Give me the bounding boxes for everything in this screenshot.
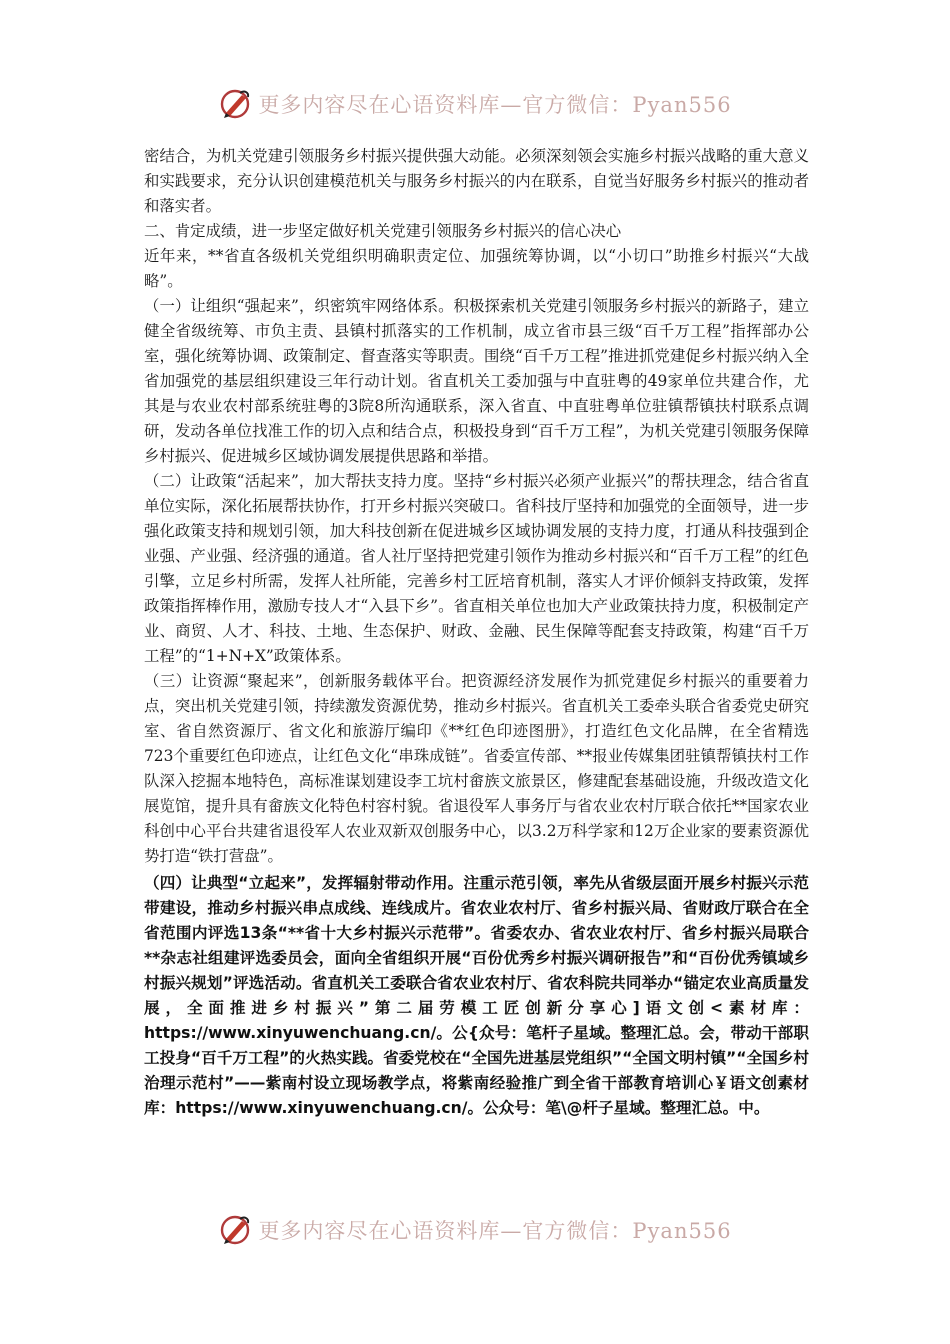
- watermark-banner-bottom: [0, 1210, 950, 1250]
- paragraph-intro: 密结合，为机关党建引领服务乡村振兴提供强大动能。必须深刻领会实施乡村振兴战略的重大意义和实践要求，充分认识创建模范机关与服务乡村振兴的内在联系，自觉当好服务乡村振兴的推动者和落实者。: [144, 147, 809, 215]
- paragraph-overview: 近年来，**省直各级机关党组织明确职责定位、加强统筹协调，以“小切口”助推乡村振兴“大战略”。: [144, 247, 809, 290]
- paragraph-organization: （一）让组织“强起来”，织密筑牢网络体系。积极探索机关党建引领服务乡村振兴的新路子，建立健全省级统筹、市负主责、县镇村抓落实的工作机制，成立省市县三级“百千万工程”指挥部办公室，强化统筹协调、政策制定、督查落实等职责。围绕“百千万工程”推进抓党建促乡村振兴纳入全省加强党的基层组织建设三年行动计划。省直机关工委加强与中直驻粤的49家单位共建合作，尤其是与农业农村部系统驻粤的3院8所沟通联系，深入省直、中直驻粤单位驻镇帮镇扶村联系点调研，发动各单位找准工作的切入点和结合点，积极投身到“百千万工程”，为机关党建引领服务保障乡村振兴、促进城乡区域协调发展提供思路和举措。: [144, 297, 809, 465]
- article-body: [144, 144, 809, 1121]
- paragraph-models: （四）让典型“立起来”，发挥辐射带动作用。注重示范引领，率先从省级层面开展乡村振兴示范带建设，推动乡村振兴串点成线、连线成片。省农业农村厅、省乡村振兴局、省财政厅联合在全省范围内评选13条“**省十大乡村振兴示范带”。省委农办、省农业农村厅、省乡村振兴局联合**杂志社组建评选委员会，面向全省组织开展“百份优秀乡村振兴调研报告”和“百份优秀镇域乡村振兴规划”评选活动。省直机关工委联合省农业农村厅、省农科院共同举办“锚定农业高质量发展，全面推进乡村振兴”第二届劳模工匠创新分享心]语文创<素材库：https://www.xinyuwenchuang.cn/。公{众号：笔杆子星域。整理汇总。会，带动干部职工投身“百千万工程”的火热实践。省委党校在“全国先进基层党组织”“全国文明村镇”“全国乡村治理示范村”——紫南村设立现场教学点，将紫南经验推广到全省干部教育培训心￥语文创素材库：https://www.xinyuwenchuang.cn/。公众号：笔\@杆子星域。整理汇总。中。: [144, 874, 809, 1117]
- paragraph-policy: （二）让政策“活起来”，加大帮扶支持力度。坚持“乡村振兴必须产业振兴”的帮扶理念，结合省直单位实际，深化拓展帮扶协作，打开乡村振兴突破口。省科技厅坚持和加强党的全面领导，进一步强化政策支持和规划引领，加大科技创新在促进城乡区域协调发展的支持力度，打通从科技强到企业强、产业强、经济强的通道。省人社厅坚持把党建引领作为推动乡村振兴和“百千万工程”的红色引擎，立足乡村所需，发挥人社所能，完善乡村工匠培育机制，落实人才评价倾斜支持政策，发挥政策指挥棒作用，激励专技人才“入县下乡”。省直相关单位也加大产业政策扶持力度，积极制定产业、商贸、人才、科技、土地、生态保护、财政、金融、民生保障等配套支持政策，构建“百千万工程”的“1+N+X”政策体系。: [144, 472, 809, 665]
- section-heading: 二、肯定成绩，进一步坚定做好机关党建引领服务乡村振兴的信心决心: [144, 222, 622, 240]
- watermark-banner-top: [0, 84, 950, 124]
- watermark-text: 更多内容尽在心语资料库—官方微信：Pyan556: [258, 1219, 732, 1243]
- watermark-text: 更多内容尽在心语资料库—官方微信：Pyan556: [258, 93, 732, 117]
- pen-badge-logo-icon: [218, 1212, 254, 1248]
- pen-badge-logo-icon: [218, 86, 254, 122]
- paragraph-resources: （三）让资源“聚起来”，创新服务载体平台。把资源经济发展作为抓党建促乡村振兴的重要着力点，突出机关党建引领，持续激发资源优势，推动乡村振兴。省直机关工委牵头联合省委党史研究室、省自然资源厅、省文化和旅游厅编印《**红色印迹图册》，打造红色文化品牌，在全省精选723个重要红色印迹点，让红色文化“串珠成链”。省委宣传部、**报业传媒集团驻镇帮镇扶村工作队深入挖掘本地特色，高标准谋划建设李工坑村畲族文旅景区，修建配套基础设施，升级改造文化展览馆，提升具有畲族文化特色村容村貌。省退役军人事务厅与省农业农村厅联合依托**国家农业科创中心平台共建省退役军人农业双新双创服务中心，以3.2万科学家和12万企业家的要素资源优势打造“铁打营盘”。: [144, 672, 809, 865]
